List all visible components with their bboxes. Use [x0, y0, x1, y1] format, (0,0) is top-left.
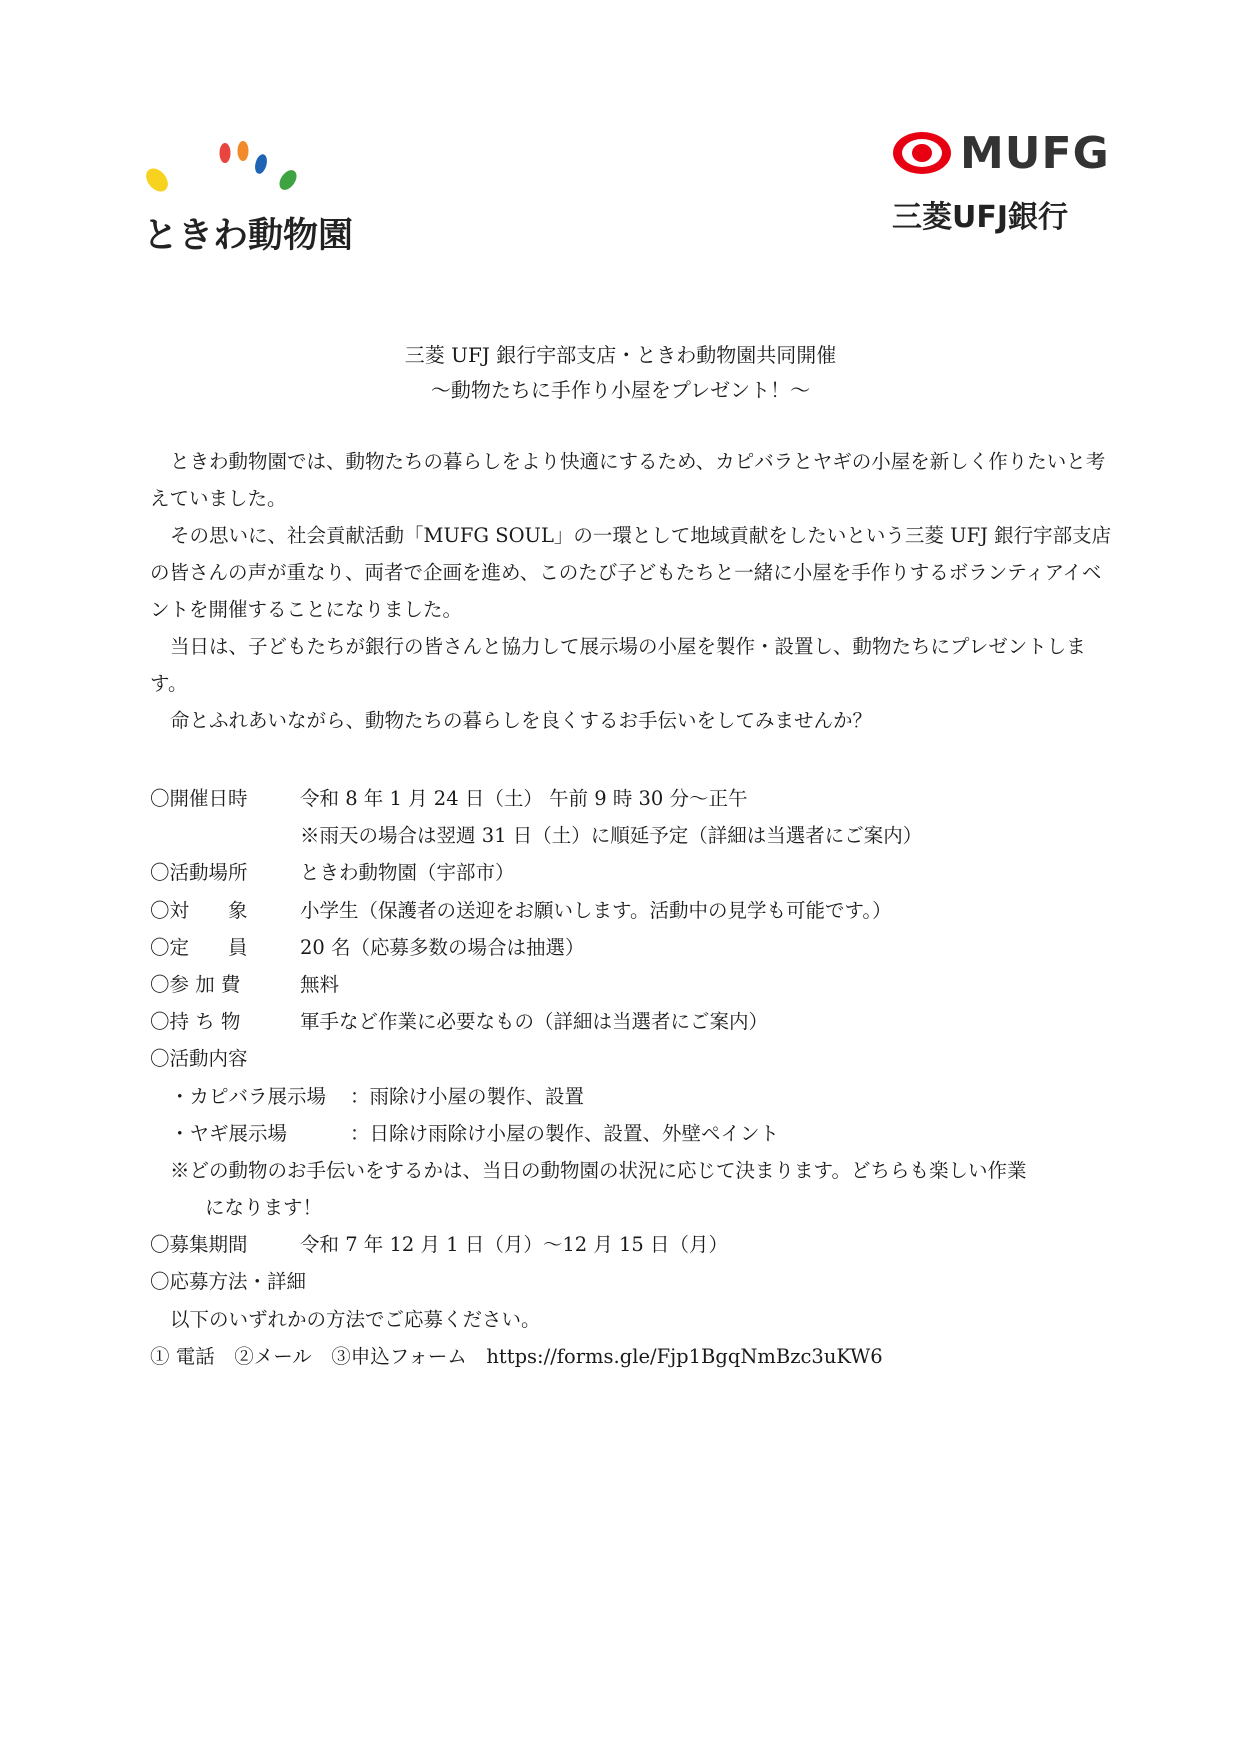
content-item-desc: ：日除け雨除け小屋の製作、設置、外壁ペイント: [350, 1121, 780, 1145]
apply-methods-row: [150, 1338, 1130, 1375]
document-title: 三菱 UFJ 銀行宇部支店・ときわ動物園共同開催: [404, 343, 837, 367]
content-row: [150, 1040, 1130, 1077]
items-value: 軍手など作業に必要なもの（詳細は当選者にご案内）: [300, 1010, 769, 1034]
event-details: [150, 780, 1130, 1375]
period-value: 令和 7 年 12 月 1 日（月）〜12 月 15 日（月）: [300, 1233, 729, 1257]
fee-row: [150, 966, 1130, 1003]
mufg-circle-mark: [890, 128, 956, 176]
capacity-row: [150, 929, 1130, 966]
mufg-wordmark: MUFG: [960, 128, 1110, 179]
tokiwa-zoo-wordmark: ときわ動物園: [143, 216, 354, 256]
fee-label: 〇参 加 費: [150, 972, 241, 996]
content-item: [150, 1115, 1130, 1152]
logo-dot-blue: [253, 153, 269, 175]
content-label: 〇活動内容: [150, 1047, 248, 1071]
content-item-desc: ：雨除け小屋の製作、設置: [350, 1084, 585, 1108]
bank-name-wordmark: 三菱UFJ銀行: [892, 200, 1069, 235]
content-item: [150, 1078, 1130, 1115]
place-label: 〇活動場所: [150, 861, 248, 885]
tokiwa-zoo-logo: [143, 138, 363, 258]
content-note-row: [150, 1189, 1130, 1226]
capacity-label: 〇定 員: [150, 935, 248, 959]
document-subtitle: 〜動物たちに手作り小屋をプレゼント！〜: [430, 378, 811, 402]
logo-dot-orange: [238, 141, 249, 161]
date-note-row: [150, 817, 1130, 854]
content-item-name: ・ヤギ展示場: [170, 1121, 288, 1145]
apply-intro: 以下のいずれかの方法でご応募ください。: [170, 1307, 541, 1331]
intro-paragraph: 命とふれあいながら、動物たちの暮らしを良くするお手伝いをしてみませんか？: [170, 709, 873, 732]
period-label: 〇募集期間: [150, 1233, 248, 1257]
apply-row: [150, 1263, 1130, 1300]
items-row: [150, 1003, 1130, 1040]
tokiwa-zoo-logo-mark: [143, 138, 303, 198]
place-row: [150, 854, 1130, 891]
apply-intro-row: [150, 1301, 1130, 1338]
content-note-continued: になります！: [205, 1196, 323, 1220]
logo-dot-red: [220, 143, 231, 163]
mufg-logo: [890, 126, 1120, 236]
date-value: 令和 8 年 1 月 24 日（土） 午前 9 時 30 分〜正午: [300, 787, 748, 810]
intro-section: [150, 443, 1120, 739]
target-row: [150, 892, 1130, 929]
date-note: ※雨天の場合は翌週 31 日（土）に順延予定（詳細は当選者にご案内）: [300, 824, 923, 848]
date-label: 〇開催日時: [150, 787, 248, 810]
apply-label: 〇応募方法・詳細: [150, 1270, 307, 1294]
capacity-value: 20 名（応募多数の場合は抽選）: [300, 935, 585, 959]
intro-paragraph: ときわ動物園では、動物たちの暮らしをより快適にするため、カピバラとヤギの小屋を新しく作りたいと考えていました。: [150, 450, 1106, 510]
logo-dot-green: [276, 167, 300, 193]
fee-value: 無料: [300, 972, 340, 996]
apply-methods: ① 電話 ②メール ③申込フォーム https://forms.gle/Fjp1BgqNmBzc3uKW6: [150, 1344, 883, 1368]
content-note: ※どの動物のお手伝いをするかは、当日の動物園の状況に応じて決まります。どちらも楽しい作業: [170, 1158, 1027, 1182]
target-label: 〇対 象: [150, 898, 248, 922]
intro-paragraph: その思いに、社会貢献活動「MUFG SOUL」の一環として地域貢献をしたいという三菱 UFJ 銀行宇部支店の皆さんの声が重なり、両者で企画を進め、このたび子どもたちと一緒に小屋を手作りするボランティアイベントを開催することになりました。: [150, 524, 1112, 621]
place-value: ときわ動物園（宇部市）: [300, 861, 515, 885]
date-row: [150, 780, 1130, 817]
content-note-row: [150, 1152, 1130, 1189]
period-row: [150, 1226, 1130, 1263]
content-item-name: ・カピバラ展示場: [170, 1084, 327, 1108]
intro-paragraph: 当日は、子どもたちが銀行の皆さんと協力して展示場の小屋を製作・設置し、動物たちにプレゼントします。: [150, 635, 1086, 695]
target-value: 小学生（保護者の送迎をお願いします。活動中の見学も可能です。）: [300, 898, 892, 922]
items-label: 〇持 ち 物: [150, 1010, 241, 1034]
logo-dot-yellow: [143, 164, 172, 195]
